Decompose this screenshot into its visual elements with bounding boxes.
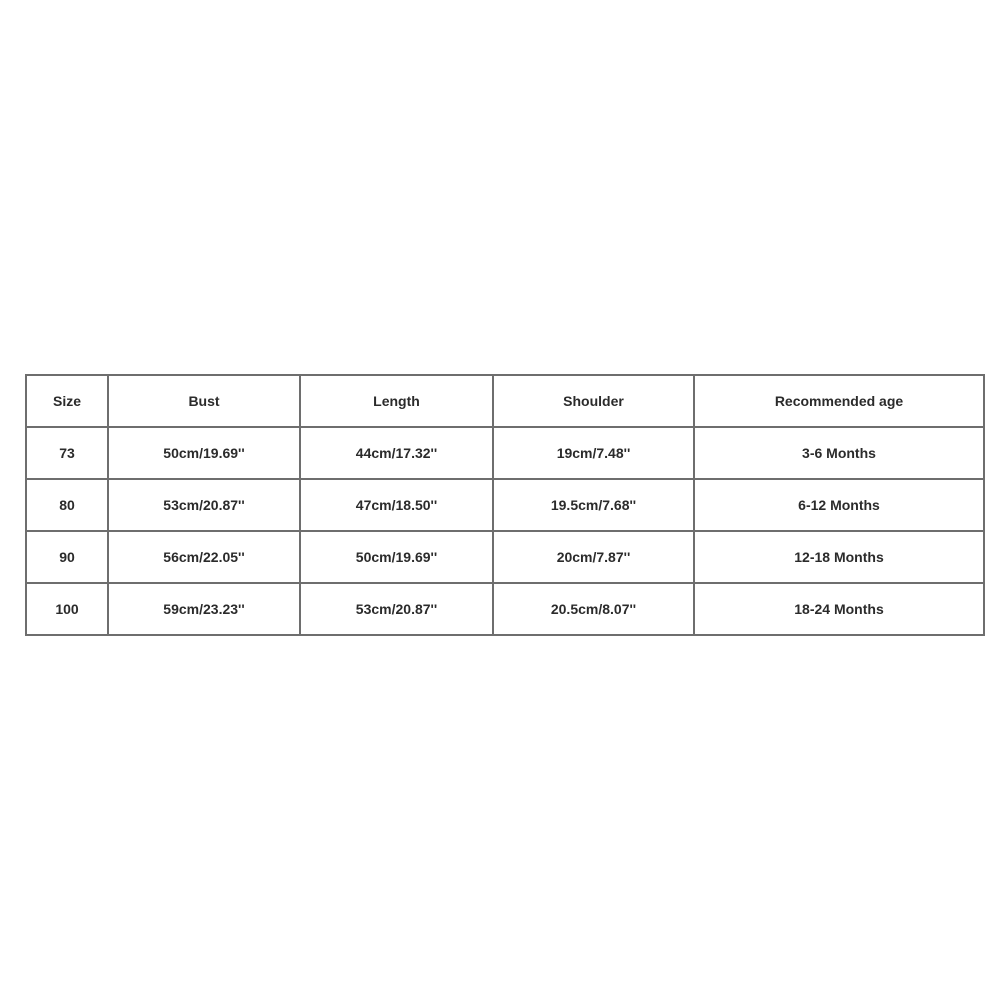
cell-recommended-age: 12-18 Months	[694, 531, 984, 583]
header-shoulder: Shoulder	[493, 375, 694, 427]
header-bust: Bust	[108, 375, 300, 427]
table-row	[26, 583, 984, 635]
size-chart-table	[25, 374, 985, 636]
table-row	[26, 531, 984, 583]
cell-length: 44cm/17.32''	[300, 427, 493, 479]
cell-size: 80	[26, 479, 108, 531]
header-size: Size	[26, 375, 108, 427]
cell-recommended-age: 18-24 Months	[694, 583, 984, 635]
header-row	[26, 375, 984, 427]
cell-shoulder: 19cm/7.48''	[493, 427, 694, 479]
cell-length: 47cm/18.50''	[300, 479, 493, 531]
cell-recommended-age: 6-12 Months	[694, 479, 984, 531]
cell-bust: 53cm/20.87''	[108, 479, 300, 531]
cell-size: 73	[26, 427, 108, 479]
cell-bust: 50cm/19.69''	[108, 427, 300, 479]
cell-shoulder: 19.5cm/7.68''	[493, 479, 694, 531]
cell-shoulder: 20cm/7.87''	[493, 531, 694, 583]
table-row	[26, 479, 984, 531]
header-recommended-age: Recommended age	[694, 375, 984, 427]
size-chart-header	[26, 375, 984, 427]
table-row	[26, 427, 984, 479]
cell-length: 53cm/20.87''	[300, 583, 493, 635]
cell-bust: 59cm/23.23''	[108, 583, 300, 635]
cell-recommended-age: 3-6 Months	[694, 427, 984, 479]
cell-length: 50cm/19.69''	[300, 531, 493, 583]
cell-size: 90	[26, 531, 108, 583]
header-length: Length	[300, 375, 493, 427]
size-chart-body	[26, 427, 984, 635]
cell-size: 100	[26, 583, 108, 635]
cell-bust: 56cm/22.05''	[108, 531, 300, 583]
cell-shoulder: 20.5cm/8.07''	[493, 583, 694, 635]
